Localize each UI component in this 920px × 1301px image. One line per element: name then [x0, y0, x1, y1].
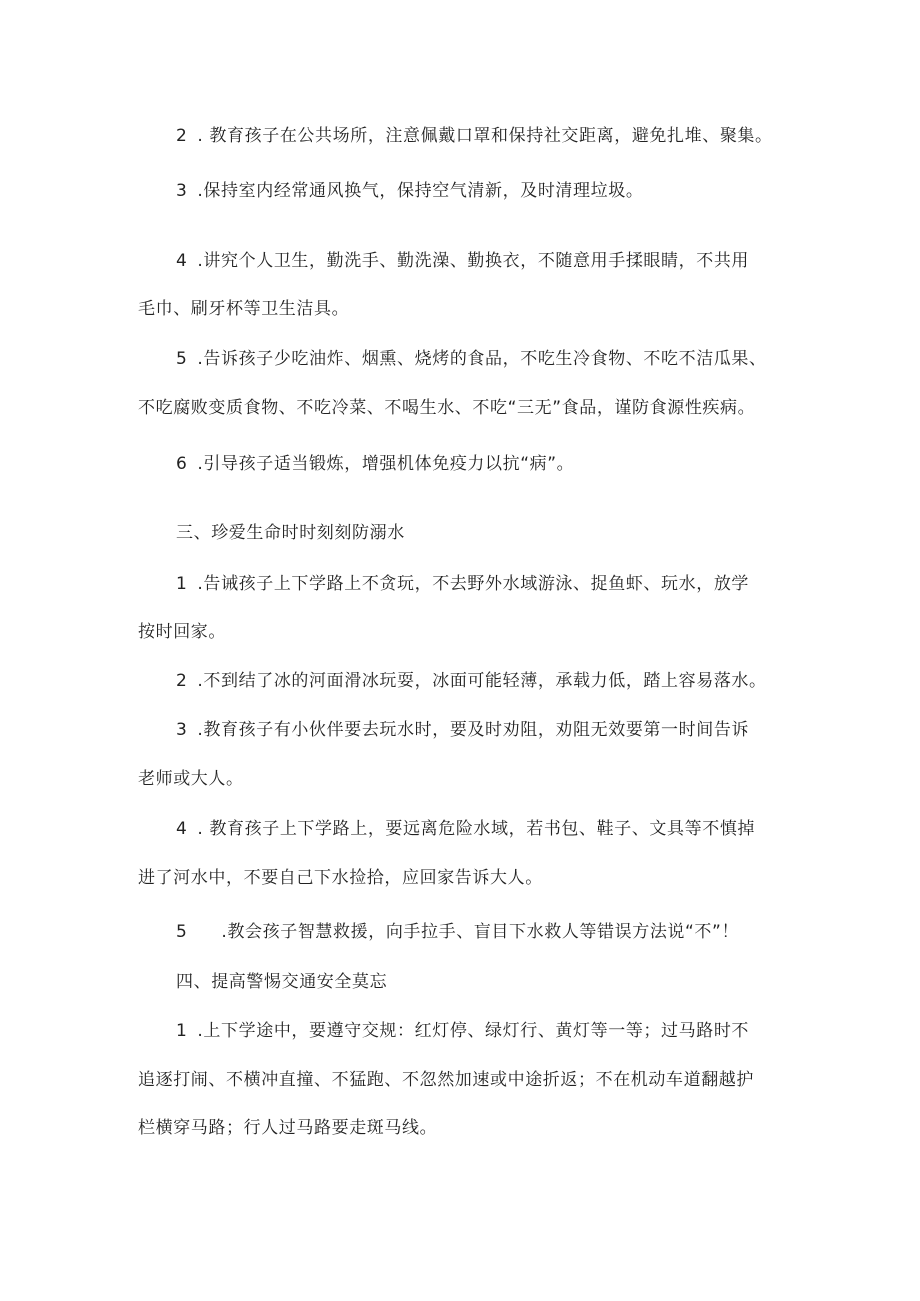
item-number: 1 — [176, 574, 188, 594]
list-item-continuation: 老师或大人。 — [138, 769, 244, 789]
item-number: 3 — [176, 181, 188, 201]
item-number: 1 — [176, 1021, 188, 1041]
list-item — [176, 817, 755, 841]
item-number: 5 — [176, 922, 188, 942]
item-text: .上下学途中，要遵守交规：红灯停、绿灯行、黄灯等一等；过马路时不 — [197, 1021, 750, 1041]
item-number: 3 — [176, 720, 188, 740]
list-item-continuation: 栏横穿马路；行人过马路要走斑马线。 — [138, 1118, 438, 1138]
section-heading: 四、提高警惕交通安全莫忘 — [176, 972, 388, 992]
list-item — [176, 920, 739, 944]
list-item-continuation: 毛巾、刷牙杯等卫生洁具。 — [138, 299, 350, 319]
item-number: 4 — [176, 251, 188, 271]
list-item-continuation: 不吃腐败变质食物、不吃冷菜、不喝生水、不吃“三无”食品，谨防食源性疾病。 — [138, 398, 756, 418]
list-item — [176, 249, 749, 273]
list-item — [176, 718, 749, 742]
list-item — [176, 1019, 749, 1043]
item-text: .讲究个人卫生，勤洗手、勤洗澡、勤换衣，不随意用手揉眼睛，不共用 — [197, 251, 750, 271]
item-text: . 教育孩子上下学路上，要远离危险水域，若书包、鞋子、文具等不慎掉 — [197, 819, 756, 839]
list-item — [176, 347, 767, 371]
list-item-continuation: 按时回家。 — [138, 622, 226, 642]
item-number: 6 — [176, 454, 188, 474]
list-item — [176, 124, 773, 148]
item-text: .保持室内经常通风换气，保持空气清新，及时清理垃圾。 — [197, 181, 644, 201]
list-item — [176, 572, 749, 596]
item-text: .教育孩子有小伙伴要去玩水时，要及时劝阻，劝阻无效要第一时间告诉 — [197, 720, 750, 740]
list-item — [176, 179, 643, 203]
item-number: 5 — [176, 349, 188, 369]
item-number: 2 — [176, 671, 188, 691]
list-item — [176, 669, 767, 693]
list-item-continuation: 追逐打闹、不横冲直撞、不猛跑、不忽然加速或中途折返；不在机动车道翻越护 — [138, 1070, 754, 1090]
item-text: .教会孩子智慧救援，向手拉手、盲目下水救人等错误方法说“不”！ — [221, 922, 740, 942]
list-item — [176, 452, 574, 476]
item-number: 2 — [176, 126, 188, 146]
item-text: .告诉孩子少吃油炸、烟熏、烧烤的食品，不吃生冷食物、不吃不洁瓜果、 — [197, 349, 767, 369]
item-text: .引导孩子适当锻炼，增强机体免疫力以抗“病”。 — [197, 454, 575, 474]
item-text: . 教育孩子在公共场所，注意佩戴口罩和保持社交距离，避免扎堆、聚集。 — [197, 126, 773, 146]
section-heading: 三、珍爱生命时时刻刻防溺水 — [176, 523, 405, 543]
item-text: .告诫孩子上下学路上不贪玩，不去野外水域游泳、捉鱼虾、玩水，放学 — [197, 574, 750, 594]
list-item-continuation: 进了河水中，不要自己下水捡拾，应回家告诉大人。 — [138, 868, 543, 888]
item-number: 4 — [176, 819, 188, 839]
item-text: .不到结了冰的河面滑冰玩耍，冰面可能轻薄，承载力低，踏上容易落水。 — [197, 671, 767, 691]
